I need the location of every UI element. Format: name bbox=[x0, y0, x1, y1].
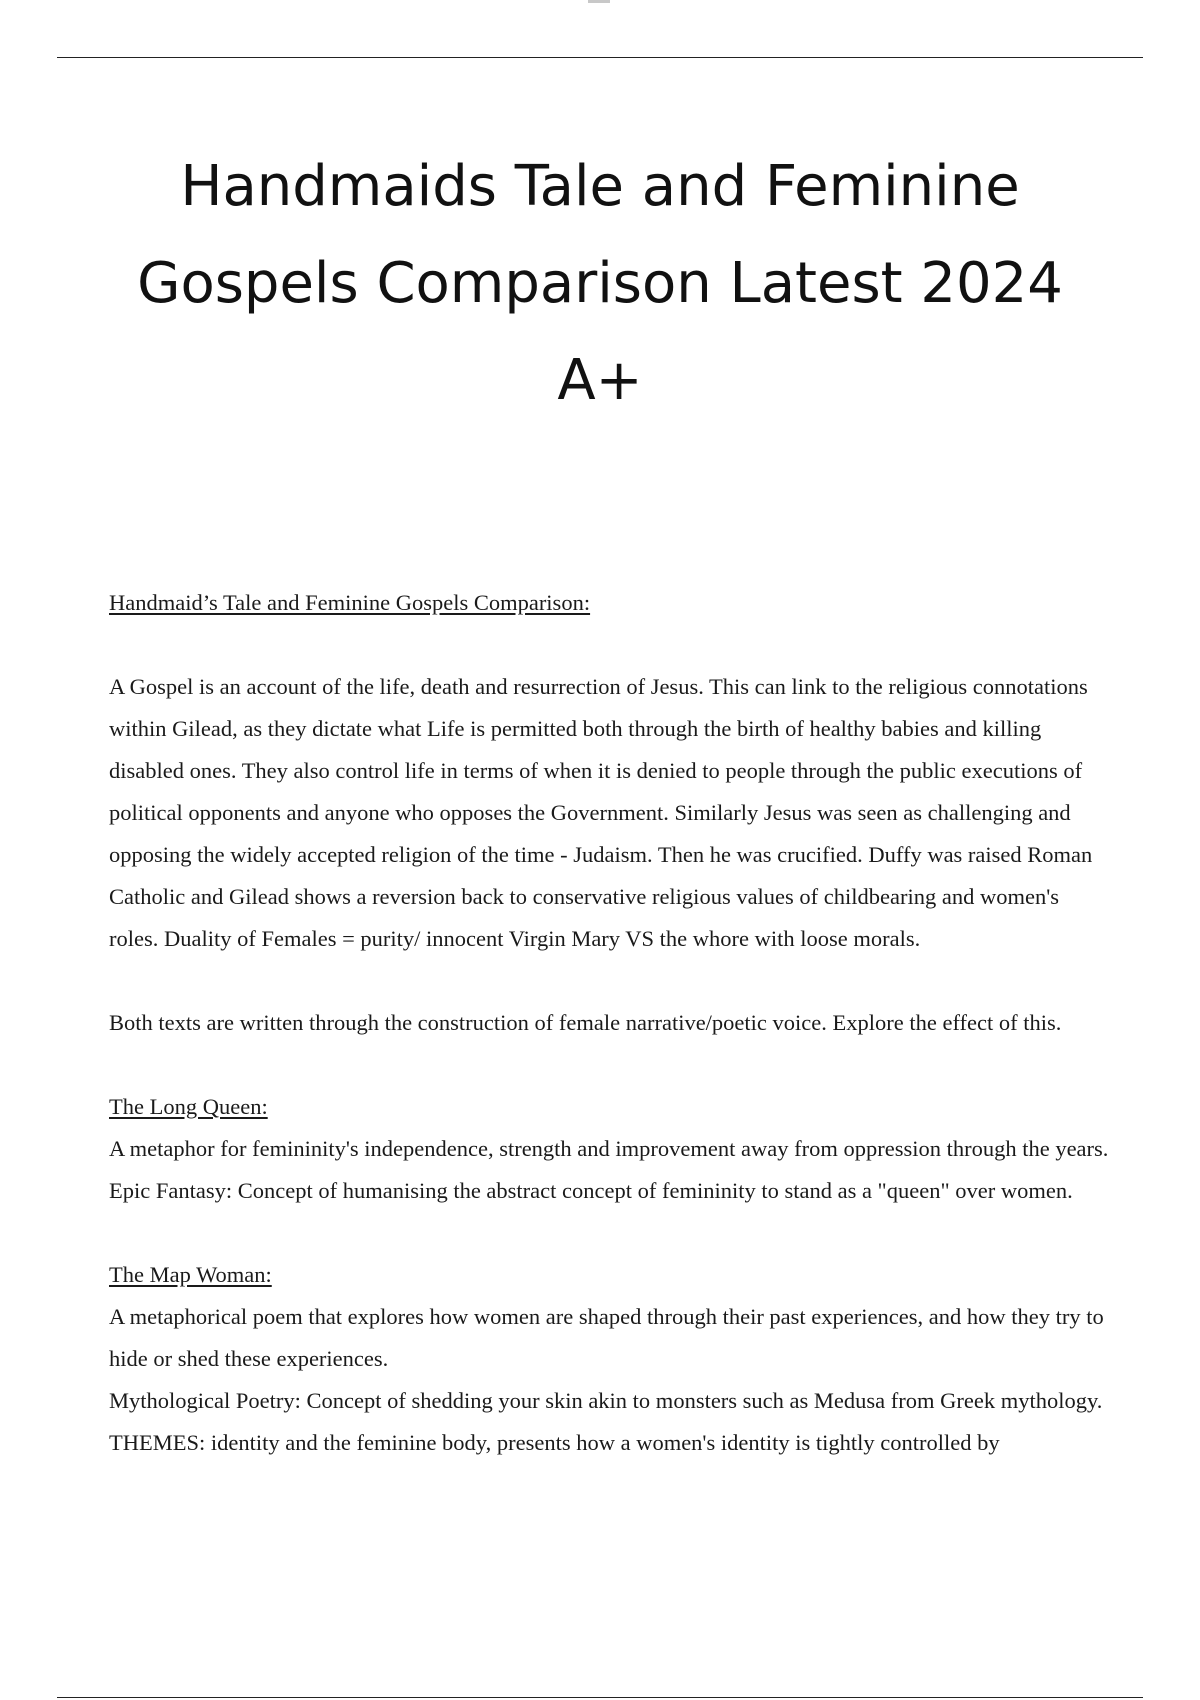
long-queen-line: Epic Fantasy: Concept of humanising the abstract concept of femininity to stand as a "queen" over women. bbox=[109, 1178, 1073, 1203]
map-woman-line: Mythological Poetry: Concept of shedding your skin akin to monsters such as Medusa from Greek mythology. bbox=[109, 1388, 1103, 1413]
map-woman-heading: The Map Woman: bbox=[109, 1262, 272, 1287]
document-body bbox=[109, 582, 1109, 1464]
header-rule bbox=[57, 57, 1143, 58]
map-woman-line: A metaphorical poem that explores how women are shaped through their past experiences, and how they try to hide or shed these experiences. bbox=[109, 1304, 1104, 1371]
prompt-paragraph: Both texts are written through the construction of female narrative/poetic voice. Explore the effect of this. bbox=[109, 1010, 1062, 1035]
intro-paragraph: A Gospel is an account of the life, death and resurrection of Jesus. This can link to the religious connotations within Gilead, as they dictate what Life is permitted both through the birth of healthy babies and killing disabled ones. They also control life in terms of when it is denied to people through the public executions of political opponents and anyone who opposes the Government. Similarly Jesus was seen as challenging and opposing the widely accepted religion of the time - Judaism. Then he was crucified. Duffy was raised Roman Catholic and Gilead shows a reversion back to conservative religious values of childbearing and women's roles. Duality of Females = purity/ innocent Virgin Mary VS the whore with loose morals. bbox=[109, 674, 1093, 951]
long-queen-line: A metaphor for femininity's independence, strength and improvement away from oppression through the years. bbox=[109, 1136, 1109, 1161]
map-woman-line: THEMES: identity and the feminine body, presents how a women's identity is tightly controlled by bbox=[109, 1430, 1000, 1455]
document-title: Handmaids Tale and Feminine Gospels Comparison Latest 2024 A+ bbox=[137, 154, 1063, 413]
long-queen-heading: The Long Queen: bbox=[109, 1094, 268, 1119]
section-heading: Handmaid’s Tale and Feminine Gospels Comparison: bbox=[109, 590, 591, 615]
page-top-marker bbox=[588, 0, 610, 3]
footer-rule bbox=[57, 1697, 1143, 1698]
